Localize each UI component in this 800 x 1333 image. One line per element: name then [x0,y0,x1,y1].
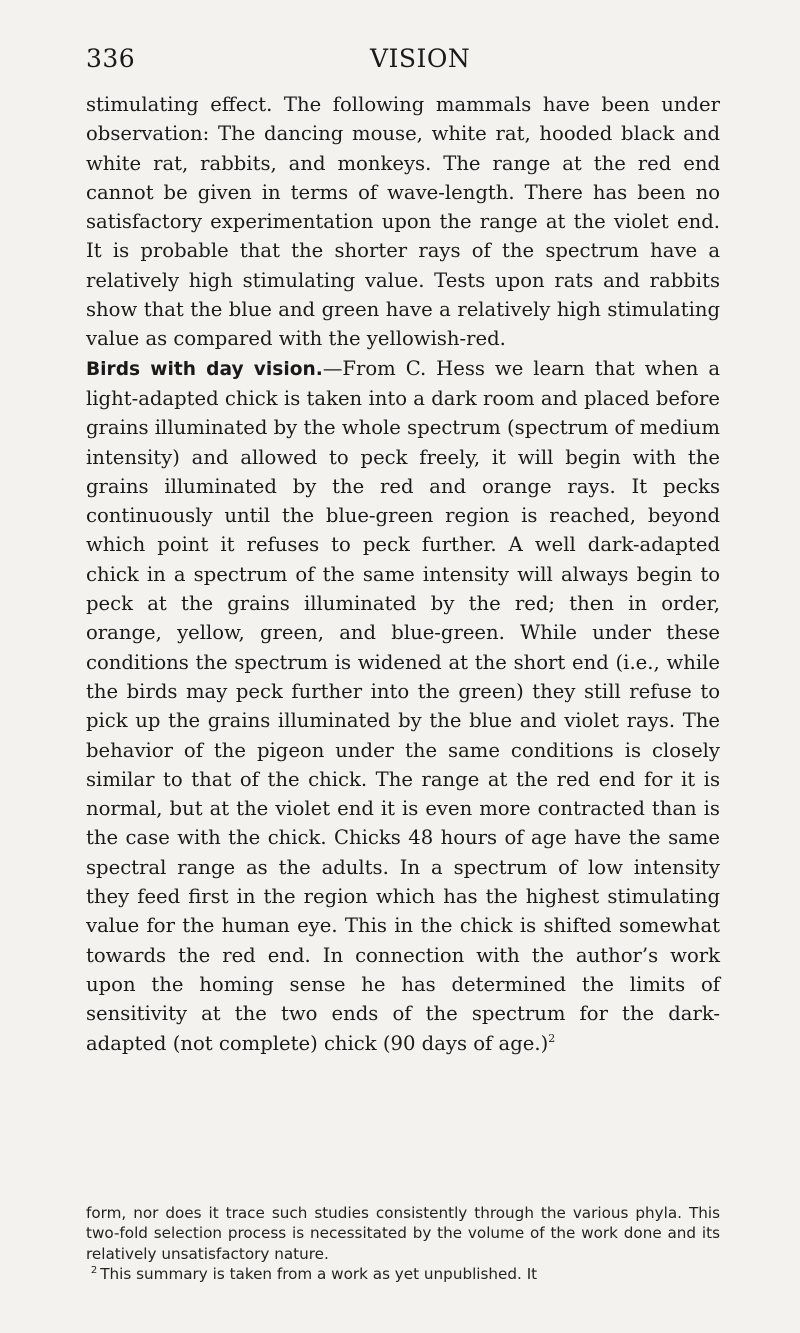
paragraph-text: —From C. Hess we learn that when a light-adapted chick is taken into a dark room and placed before grains illuminated by the whole spectrum (spectrum of medium intensity) and allowed to peck freely, it will begin with the grains illuminated by the red and orange rays. It pecks continuously until the blue-green region is reached, beyond which point it refuses to peck further. A well dark-adapted chick in a spectrum of the same intensity will always begin to peck at the grains illuminated by the red; then in order, orange, yellow, green, and blue-green. While under these conditions the spectrum is widened at the short end (i.e., while the birds may peck further into the green) they still refuse to pick up the grains illuminated by the blue and violet rays. The behavior of the pigeon under the same conditions is closely similar to that of the chick. The range at the red end for it is normal, but at the violet end it is even more contracted than is the case with the chick. Chicks 48 hours of age have the same spectral range as the adults. In a spectrum of low intensity they feed first in the region which has the highest stimulating value for the human eye. This in the chick is shifted somewhat towards the red end. In connection with the author’s work upon the homing sense he has determined the limits of sensitivity at the two ends of the spectrum for the dark-adapted (not complete) chick (90 days of age.) [86,356,721,1055]
paragraph-text: stimulating effect. The following mammals have been under observation: The dancing mouse, white rat, hooded black and white rat, rabbits, and monkeys. The range at the red end cannot be given in terms of wave-length. There has been no satisfactory experimentation upon the range at the violet end. It is probable that the shorter rays of the spectrum have a relatively high stimulating value. Tests upon rats and rabbits show that the blue and green have a relatively high stimulating value as compared with the yellowish-red. [86,93,720,351]
section-heading: Birds with day vision. [86,358,323,380]
footnote-continuation [86,1203,720,1264]
footnote-text: form, nor does it trace such studies consistently through the various phyla. This two-fold selection process is necessitated by the volume of the work done and its relatively unsatisfactory nature. [86,1204,720,1263]
page-number: 336 [86,44,136,73]
paragraph [86,90,720,354]
body-text [86,90,720,1058]
footnote-marker: 2 [90,1265,98,1277]
footnote-text: This summary is taken from a work as yet unpublished. It [100,1265,538,1284]
running-title: VISION [370,44,471,73]
footnote [86,1264,720,1284]
footnotes [86,1203,720,1285]
running-head [86,44,720,84]
footnote-reference: 2 [548,1031,556,1045]
paragraph [86,354,720,1058]
